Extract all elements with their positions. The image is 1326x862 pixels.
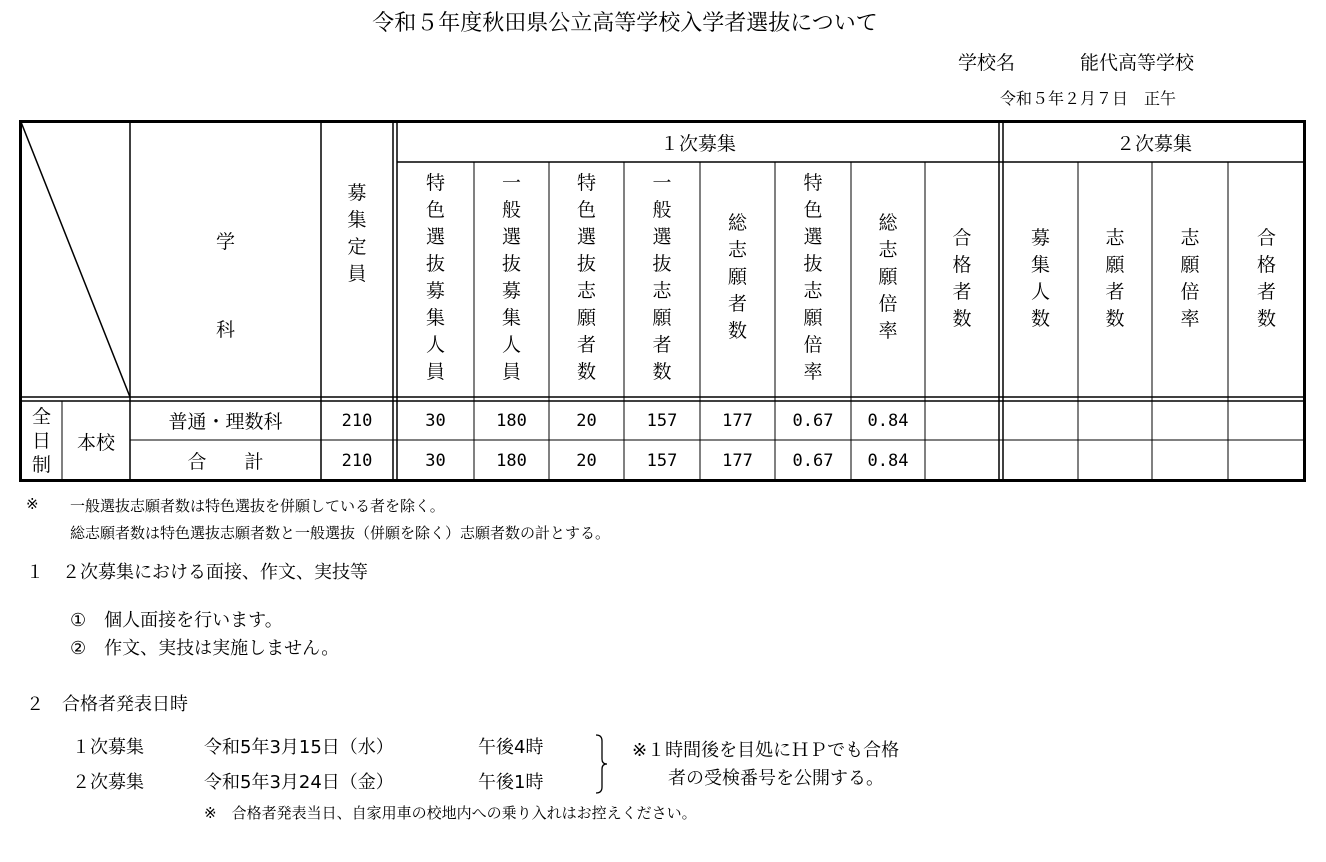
- cell-tokushoku-bairitsu: 0.67: [792, 410, 834, 431]
- cell-ippan-shigan: 157: [646, 450, 678, 471]
- section-2-heading: ２ 合格者発表日時: [26, 694, 188, 715]
- header-group-2: ２次募集: [1115, 132, 1192, 155]
- cell-so-bairitsu: 0.84: [867, 450, 909, 471]
- section-1-heading: １ ２次募集における面接、作文、実技等: [26, 562, 368, 583]
- header-tokushoku-boshu: 特色選抜募集人員: [425, 172, 445, 383]
- announce-time-1: 午後4時: [478, 737, 544, 758]
- school-name: 能代高等学校: [1080, 52, 1195, 74]
- header-bairitsu-2: 志願倍率: [1180, 227, 1200, 330]
- section-1-item-1: ① 個人面接を行います。: [70, 610, 283, 631]
- cell-tokushoku-bairitsu: 0.67: [792, 450, 834, 471]
- cell-tokushoku-shigan: 20: [576, 450, 597, 471]
- section-1-item-2: ② 作文、実技は実施しません。: [70, 638, 340, 659]
- parking-note: ※ 合格者発表当日、自家用車の校地内への乗り入れはお控えください。: [204, 804, 697, 822]
- page-title: 令和５年度秋田県公立高等学校入学者選抜について: [372, 11, 878, 36]
- cell-so-shigan: 177: [722, 410, 753, 431]
- hp-note-line-1: ※１時間後を目処にＨＰでも合格: [632, 740, 900, 761]
- header-gokaku-2: 合格者数: [1256, 227, 1276, 330]
- school-name-label: 学校名: [958, 52, 1016, 74]
- announce-time-2: 午後1時: [478, 772, 544, 793]
- announce-date-2: 令和5年3月24日（金）: [204, 772, 394, 793]
- header-boshu-2: 募集人数: [1030, 227, 1050, 330]
- cell-ippan-shigan: 157: [646, 410, 678, 431]
- header-gakka-2: 科: [215, 318, 235, 341]
- header-tokushoku-shigan: 特色選抜志願者数: [576, 172, 596, 383]
- note-mark: ※: [26, 495, 39, 513]
- header-shigan-2: 志願者数: [1105, 227, 1125, 330]
- admission-table: [19, 120, 1306, 482]
- announce-date-1: 令和5年3月15日（水）: [204, 737, 394, 758]
- cell-ippan-boshu: 180: [496, 410, 527, 431]
- announce-label-2: ２次募集: [72, 772, 144, 793]
- header-teiin: 募集定員: [347, 182, 367, 285]
- announcement-date: 令和５年２月７日 正午: [1000, 89, 1177, 108]
- announce-label-1: １次募集: [72, 737, 144, 758]
- hp-note-line-2: 者の受検番号を公開する。: [668, 768, 884, 789]
- header-so-shigan: 総志願者数: [727, 212, 747, 342]
- note-line-2: 総志願者数は特色選抜志願者数と一般選抜（併願を除く）志願者数の計とする。: [70, 524, 611, 542]
- cell-teiin: 210: [341, 450, 373, 471]
- row-name: 合 計: [187, 451, 264, 473]
- header-ippan-boshu: 一般選抜募集人員: [501, 172, 521, 383]
- header-ippan-shigan: 一般選抜志願者数: [652, 172, 672, 383]
- header-so-bairitsu: 総志願倍率: [878, 212, 898, 342]
- header-tokushoku-bairitsu: 特色選抜志願倍率: [803, 172, 823, 383]
- header-gokaku-1: 合格者数: [952, 227, 972, 330]
- cell-tokushoku-shigan: 20: [576, 410, 597, 431]
- row-name: 普通・理数科: [168, 411, 283, 433]
- cell-so-bairitsu: 0.84: [867, 410, 909, 431]
- row-group-honko: 本校: [76, 431, 115, 454]
- note-line-1: 一般選抜志願者数は特色選抜を併願している者を除く。: [70, 497, 445, 515]
- cell-tokushoku-boshu: 30: [425, 450, 446, 471]
- cell-tokushoku-boshu: 30: [425, 410, 446, 431]
- cell-so-shigan: 177: [722, 450, 753, 471]
- row-group-zennichi: 全日制: [31, 406, 51, 476]
- cell-teiin: 210: [341, 410, 373, 431]
- header-gakka-1: 学: [215, 230, 235, 253]
- right-brace: [594, 733, 610, 795]
- cell-ippan-boshu: 180: [496, 450, 527, 471]
- header-group-1: １次募集: [659, 132, 736, 155]
